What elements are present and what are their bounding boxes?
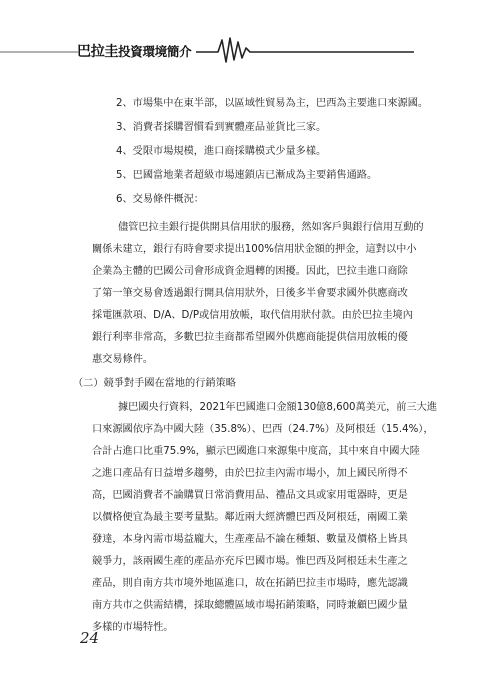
paragraph-line: 多樣的市場特性。 [92,622,174,633]
paragraph-line: 競爭力，該兩國生產的產品亦充斥巴國市場。惟巴西及阿根廷未生產之 [92,556,408,567]
paragraph-line: 採電匯款項、D/A、D/P或信用放帳，取代信用狀付款。由於巴拉圭境內 [92,310,413,321]
paragraph-line: 之進口產品有日益增多趨勢，由於巴拉圭內需市場小，加上國民所得不 [92,468,408,479]
paragraph-line: 銀行利率非常高，多數巴拉圭商都希望國外供應商能提供信用放帳的優 [92,332,408,343]
paragraph-line: 產品，則自南方共市境外地區進口，故在拓銷巴拉圭市場時，應先認識 [92,578,408,589]
paragraph-line: 口來源國依序為中國大陸（35.8%）、巴西（24.7%）及阿根廷（15.4%）， [92,424,434,435]
paragraph-line: 據巴國央行資料，2021年巴國進口金額130億8,600萬美元，前三大進 [118,402,438,413]
paragraph-line: 儘管巴拉圭銀行提供開具信用狀的服務，然如客戶與銀行信用互動的 [118,222,424,233]
list-item-5: 5、巴國當地業者超級市場連鎖店已漸成為主要銷售通路。 [116,170,378,181]
paragraph-line: 高，巴國消費者不論購買日常消費用品、禮品文具或家用電器時，更是 [92,490,408,501]
paragraph-line: 企業為主體的巴國公司會形成資金週轉的困擾。因此，巴拉圭進口商除 [92,266,408,277]
page-number: 24 [80,629,100,647]
paragraph-line: 了第一筆交易會透過銀行開具信用狀外，日後多半會要求國外供應商改 [92,288,408,299]
paragraph-line: 惠交易條件。 [92,354,154,365]
header-title-main: 巴拉圭 [77,44,119,60]
paragraph-line: 發達，本身內需市場益龐大，生產產品不論在種類、數量及價格上皆具 [92,534,408,545]
list-item-6: 6、交易條件概況： [116,194,204,205]
list-item-3: 3、消費者採購習慣看到實體產品並貨比三家。 [116,122,327,133]
paragraph-line: 以價格便宜為最主要考量點。鄰近兩大經濟體巴西及阿根廷，兩國工業 [92,512,408,523]
section-heading: （二）競爭對手國在當地的行銷策略 [73,378,236,389]
paragraph-line: 關係未建立，銀行有時會要求提出100%信用狀金額的押金，這對以中小 [92,244,417,255]
paragraph-line: 合計占進口比重75.9%，顯示巴國進口來源集中度高，其中來自中國大陸 [92,446,420,457]
header-title-sub: 投資環境簡介 [118,44,192,59]
list-item-4: 4、受限市場規模，進口商採購模式少量多樣。 [116,146,327,157]
paragraph-line: 南方共市之供需結構，採取總體區域市場拓銷策略，同時兼顧巴國少量 [92,600,408,611]
list-item-2: 2、市場集中在東半部，以區域性貿易為主，巴西為主要進口來源國。 [116,98,429,109]
